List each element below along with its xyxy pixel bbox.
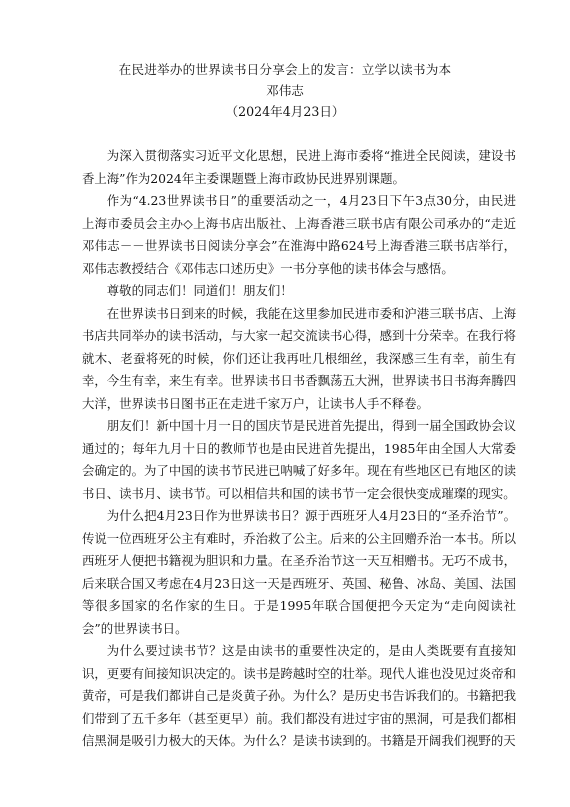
paragraph-intro: 为深入贯彻落实习近平文化思想，民进上海市委将“推进全民阅读，建设书香上海”作为2024年主委课题暨上海市政协民进界别课题。 (82, 148, 516, 186)
document-title: 在民进举办的世界读书日分享会上的发言：立学以读书为本 (118, 62, 452, 77)
paragraph-importance: 为什么要过读书节？这是由读书的重要性决定的，是由人类既要有直接知识，更要有间接知识决定的。读书是跨越时空的壮举。现代人谁也没见过炎帝和黄帝，可是我们都讲自己是炎黄子孙。为什么？是历史书告诉我们的。书籍把我们带到了五千多年（甚至更早）前。我们都没有进过宇宙的黑洞，可是我们都相信黑洞是吸引力极大的天体。为什么？是读书读到的。书籍是开阔我们视野的天 (82, 643, 516, 748)
paragraph-event: 作为“4.23世界读书日”的重要活动之一，4月23日下午3点30分，由民进上海市委员会主办◇上海书店出版社、上海香港三联书店有限公司承办的“走近邓伟志－－世界读书日阅读分享会”在淮海中路624号上海香港三联书店举行，邓伟志教授结合《邓伟志口述历史》一书分享他的读书体会与感悟。 (82, 193, 516, 276)
author-name: 邓伟志 (266, 83, 304, 98)
paragraph-opening: 在世界读书日到来的时候，我能在这里参加民进市委和沪港三联书店、上海书店共同举办的读书活动，与大家一起交流读书心得，感到十分荣幸。在我行将就木、老蚕将死的时候，你们还让我再吐几根细丝，我深感三生有幸，前生有幸，今生有幸，来生有幸。世界读书日书香飘荡五大洲，世界读书日书海奔腾四大洋，世界读书日图书正在走进千家万户，让读书人手不释卷。 (82, 305, 516, 411)
speech-date: （2024年4月23日） (225, 104, 345, 119)
paragraph-greeting: 尊敬的同志们！同道们！朋友们！ (106, 283, 293, 298)
document-body (82, 145, 516, 753)
paragraph-origin: 为什么把4月23日作为世界读书日？源于西班牙人4月23日的“圣乔治节”。传说一位西班牙公主有难时，乔治救了公主。后来的公主回赠乔治一本书。所以西班牙人便把书籍视为胆识和力量。在圣乔治节这一天互相赠书。无巧不成书，后来联合国又考虑在4月23日这一天是西班牙、英国、秘鲁、冰岛、美国、法国等很多国家的名作家的生日。于是1995年联合国便把今天定为“走向阅读社会”的世界读书日。 (82, 508, 516, 636)
paragraph-festivals: 朋友们！新中国十月一日的国庆节是民进首先提出，得到一届全国政协会议通过的；每年九月十日的教师节也是由民进首先提出，1985年由全国人大常委会确定的。为了中国的读书节民进已呐喊了好多年。现在有些地区已有地区的读书日、读书月、读书节。可以相信共和国的读书节一定会很快变成璀璨的现实。 (82, 418, 516, 501)
